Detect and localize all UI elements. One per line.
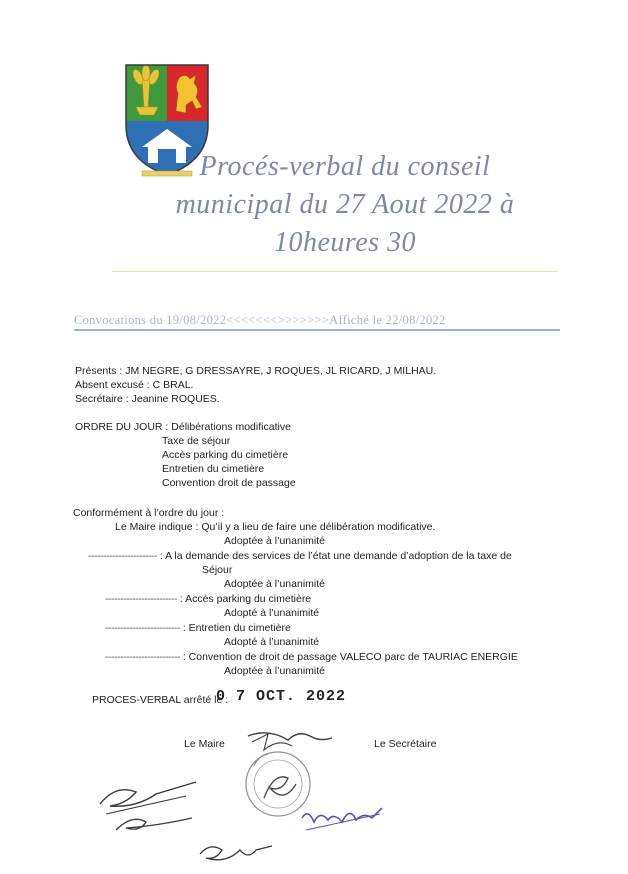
- decision-4-result: Adopté à l’unanimité: [224, 636, 320, 648]
- closing-label: PROCES-VERBAL arrêté le :: [92, 694, 229, 706]
- agenda-item-1: Délibérations modificative: [171, 421, 291, 433]
- convocation-divider: [74, 329, 560, 331]
- present-members: Présents : JM NEGRE, G DRESSAYRE, J ROQUES, JL RICARD, J MILHAU.: [75, 365, 437, 377]
- secretary-line: Secrétaire : Jeanine ROQUES.: [75, 393, 220, 405]
- decision-2-text: : A la demande des services de l’état une demande d’adoption de la taxe de: [156, 550, 512, 562]
- decision-2-text-continued: Séjour: [202, 564, 233, 576]
- decision-2: [88, 549, 512, 564]
- title-line-1: Procés-verbal du conseil: [199, 151, 491, 182]
- agenda-item-3: Accès parking du cimetière: [162, 449, 289, 461]
- agenda-label: ORDRE DU JOUR :: [75, 421, 172, 433]
- decision-4: [105, 621, 291, 636]
- decision-2-result: Adoptée à l’unanimité: [224, 578, 325, 590]
- decision-4-text: : Entretien du cimetière: [179, 622, 291, 634]
- agenda-item-4: Entretien du cimetière: [162, 463, 265, 475]
- decisions-intro: Conformément à l’ordre du jour :: [73, 507, 225, 519]
- mayor-label: Le Maire: [184, 738, 225, 750]
- document-title: [110, 148, 580, 262]
- decision-1-result: Adoptée à l’unanimité: [224, 535, 325, 547]
- decision-5-text: : Convention de droit de passage VALECO parc de TAURIAC ENERGIE: [179, 651, 518, 663]
- title-line-2: municipal du 27 Aout 2022 à: [175, 189, 515, 220]
- title-divider: [112, 271, 558, 272]
- member-signature-2: [196, 838, 276, 868]
- absent-members: Absent excusé : C BRAL.: [75, 379, 194, 391]
- convocation-line: Convocations du 19/08/2022<<<<<<<>>>>>>>Affiché le 22/08/2022: [74, 313, 446, 327]
- agenda-item: [75, 420, 291, 435]
- member-signature-1: [96, 774, 206, 834]
- decision-3-text: : Accès parking du cimetière: [176, 593, 312, 605]
- decision-5-lead: -------------------------: [105, 651, 180, 663]
- decision-1-text: : Qu’il y a lieu de faire une délibération modificative.: [192, 521, 436, 533]
- decision-2-lead: -----------------------: [88, 550, 157, 562]
- decision-3: [105, 592, 311, 607]
- decision-3-lead: ------------------------: [105, 593, 177, 605]
- secretary-signature-label: Le Secrétaire: [374, 738, 437, 750]
- decision-5-result: Adoptée à l’unanimité: [224, 665, 325, 677]
- title-line-3: 10heures 30: [273, 227, 417, 258]
- agenda-item-5: Convention droit de passage: [162, 477, 296, 489]
- decision-5: [105, 650, 518, 665]
- agenda-item-2: Taxe de séjour: [162, 435, 231, 447]
- secretary-signature: [296, 800, 388, 836]
- decision-4-lead: -------------------------: [105, 622, 180, 634]
- decision-3-result: Adopté à l’unanimité: [224, 607, 320, 619]
- decision-1-lead: Le Maire indique: [115, 521, 193, 533]
- closing-date-stamp: 0 7 OCT. 2022: [216, 688, 347, 705]
- decision-1: [115, 520, 435, 535]
